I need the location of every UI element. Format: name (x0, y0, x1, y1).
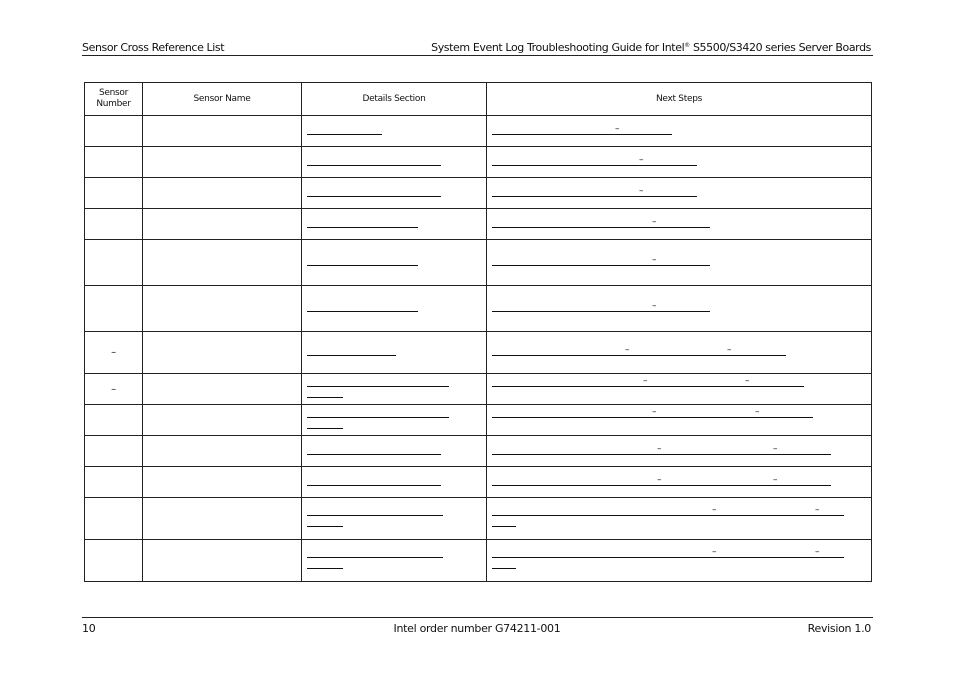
dash-mark: – (652, 407, 657, 417)
details-section-cell (302, 240, 487, 286)
sensor-number-cell (85, 178, 143, 209)
table-row (85, 147, 872, 178)
dash-mark: – (643, 376, 648, 386)
next-steps-cell (487, 286, 872, 332)
sensor-number-cell (85, 436, 143, 467)
details-section-link[interactable] (307, 485, 441, 486)
next-steps-link[interactable] (492, 568, 516, 569)
details-section-cell (302, 209, 487, 240)
dash-mark: – (712, 547, 717, 557)
sensor-name-cell (143, 436, 302, 467)
next-steps-link[interactable] (492, 165, 697, 166)
dash-mark: – (755, 407, 760, 417)
sensor-number-cell: – (85, 374, 143, 405)
details-section-link[interactable] (307, 557, 443, 558)
dash-mark: – (657, 475, 662, 485)
column-header-details-section: Details Section (302, 83, 487, 116)
details-section-cell (302, 436, 487, 467)
sensor-cross-reference-table (84, 82, 872, 582)
sensor-name-cell (143, 286, 302, 332)
dash-mark: – (625, 345, 630, 355)
next-steps-link[interactable] (492, 311, 710, 312)
sensor-number-cell (85, 498, 143, 540)
details-section-link[interactable] (307, 428, 343, 429)
details-section-cell (302, 498, 487, 540)
next-steps-cell (487, 178, 872, 209)
sensor-name-cell (143, 332, 302, 374)
sensor-number-cell (85, 405, 143, 436)
dash-mark: – (652, 301, 657, 311)
header-title-suffix: S5500/S3420 series Server Boards (689, 41, 871, 54)
dash-mark: – (639, 155, 644, 165)
next-steps-link[interactable] (492, 134, 672, 135)
details-section-cell (302, 116, 487, 147)
sensor-name-cell (143, 498, 302, 540)
dash-mark: – (639, 186, 644, 196)
next-steps-link[interactable] (492, 196, 697, 197)
running-header-left: Sensor Cross Reference List (82, 41, 225, 54)
details-section-link[interactable] (307, 454, 441, 455)
sensor-number-cell (85, 540, 143, 582)
next-steps-cell (487, 116, 872, 147)
sensor-number-cell (85, 209, 143, 240)
next-steps-link[interactable] (492, 485, 831, 486)
table-row (85, 405, 872, 436)
next-steps-link[interactable] (492, 515, 844, 516)
table-row (85, 116, 872, 147)
sensor-number-cell (85, 147, 143, 178)
column-header-sensor-name: Sensor Name (143, 83, 302, 116)
next-steps-link[interactable] (492, 265, 710, 266)
registered-mark: ® (684, 42, 690, 49)
next-steps-cell (487, 467, 872, 498)
next-steps-cell (487, 540, 872, 582)
sensor-number-cell (85, 240, 143, 286)
next-steps-cell (487, 498, 872, 540)
details-section-cell (302, 147, 487, 178)
next-steps-link[interactable] (492, 526, 516, 527)
next-steps-cell (487, 374, 872, 405)
next-steps-link[interactable] (492, 417, 813, 418)
details-section-link[interactable] (307, 165, 441, 166)
header-title-prefix: System Event Log Troubleshooting Guide for Intel (431, 41, 685, 54)
sensor-name-cell (143, 467, 302, 498)
sensor-number-cell (85, 467, 143, 498)
dash-mark: – (745, 376, 750, 386)
details-section-link[interactable] (307, 265, 418, 266)
details-section-cell (302, 178, 487, 209)
details-section-cell (302, 286, 487, 332)
details-section-cell (302, 540, 487, 582)
table-row (85, 540, 872, 582)
running-header-right (431, 41, 871, 54)
table-row (85, 178, 872, 209)
next-steps-cell (487, 209, 872, 240)
dash-mark: – (773, 475, 778, 485)
table-header-row (85, 83, 872, 116)
sensor-number-cell (85, 286, 143, 332)
next-steps-link[interactable] (492, 454, 831, 455)
next-steps-cell (487, 147, 872, 178)
dash-mark: – (712, 505, 717, 515)
details-section-cell (302, 374, 487, 405)
details-section-cell (302, 467, 487, 498)
details-section-link[interactable] (307, 417, 449, 418)
sensor-name-cell (143, 209, 302, 240)
sensor-name-cell (143, 240, 302, 286)
details-section-link[interactable] (307, 311, 418, 312)
column-header-next-steps: Next Steps (487, 83, 872, 116)
details-section-link[interactable] (307, 196, 441, 197)
next-steps-cell (487, 405, 872, 436)
table-row (85, 240, 872, 286)
next-steps-link[interactable] (492, 227, 710, 228)
details-section-link[interactable] (307, 227, 418, 228)
sensor-name-cell (143, 116, 302, 147)
next-steps-link[interactable] (492, 557, 844, 558)
next-steps-link[interactable] (492, 386, 804, 387)
details-section-link[interactable] (307, 397, 343, 398)
details-section-link[interactable] (307, 515, 443, 516)
details-section-link[interactable] (307, 526, 343, 527)
dash-mark: – (657, 444, 662, 454)
sensor-name-cell (143, 374, 302, 405)
dash-mark: – (773, 444, 778, 454)
dash-mark: – (815, 547, 820, 557)
dash-mark: – (815, 505, 820, 515)
next-steps-cell (487, 436, 872, 467)
dash-mark: – (615, 124, 620, 134)
page-number: 10 (82, 622, 96, 635)
details-section-link[interactable] (307, 386, 449, 387)
details-section-cell (302, 405, 487, 436)
dash-mark: – (727, 345, 732, 355)
table-row (85, 209, 872, 240)
column-header-sensor-number: Sensor Number (85, 83, 143, 116)
footer-rule (82, 617, 873, 618)
details-section-link[interactable] (307, 355, 396, 356)
details-section-cell (302, 332, 487, 374)
sensor-name-cell (143, 405, 302, 436)
sensor-name-cell (143, 540, 302, 582)
table-row (85, 332, 872, 374)
table-row (85, 436, 872, 467)
sensor-name-cell (143, 147, 302, 178)
dash-mark: – (652, 255, 657, 265)
table-row (85, 286, 872, 332)
sensor-number-cell (85, 116, 143, 147)
details-section-link[interactable] (307, 568, 343, 569)
table-row (85, 498, 872, 540)
sensor-number-cell: – (85, 332, 143, 374)
next-steps-cell (487, 240, 872, 286)
order-number: Intel order number G74211-001 (393, 622, 561, 635)
sensor-name-cell (143, 178, 302, 209)
next-steps-cell (487, 332, 872, 374)
table-row (85, 374, 872, 405)
table-row (85, 467, 872, 498)
details-section-link[interactable] (307, 134, 382, 135)
revision-label: Revision 1.0 (807, 622, 871, 635)
dash-mark: – (652, 217, 657, 227)
next-steps-link[interactable] (492, 355, 786, 356)
header-rule (82, 55, 873, 56)
